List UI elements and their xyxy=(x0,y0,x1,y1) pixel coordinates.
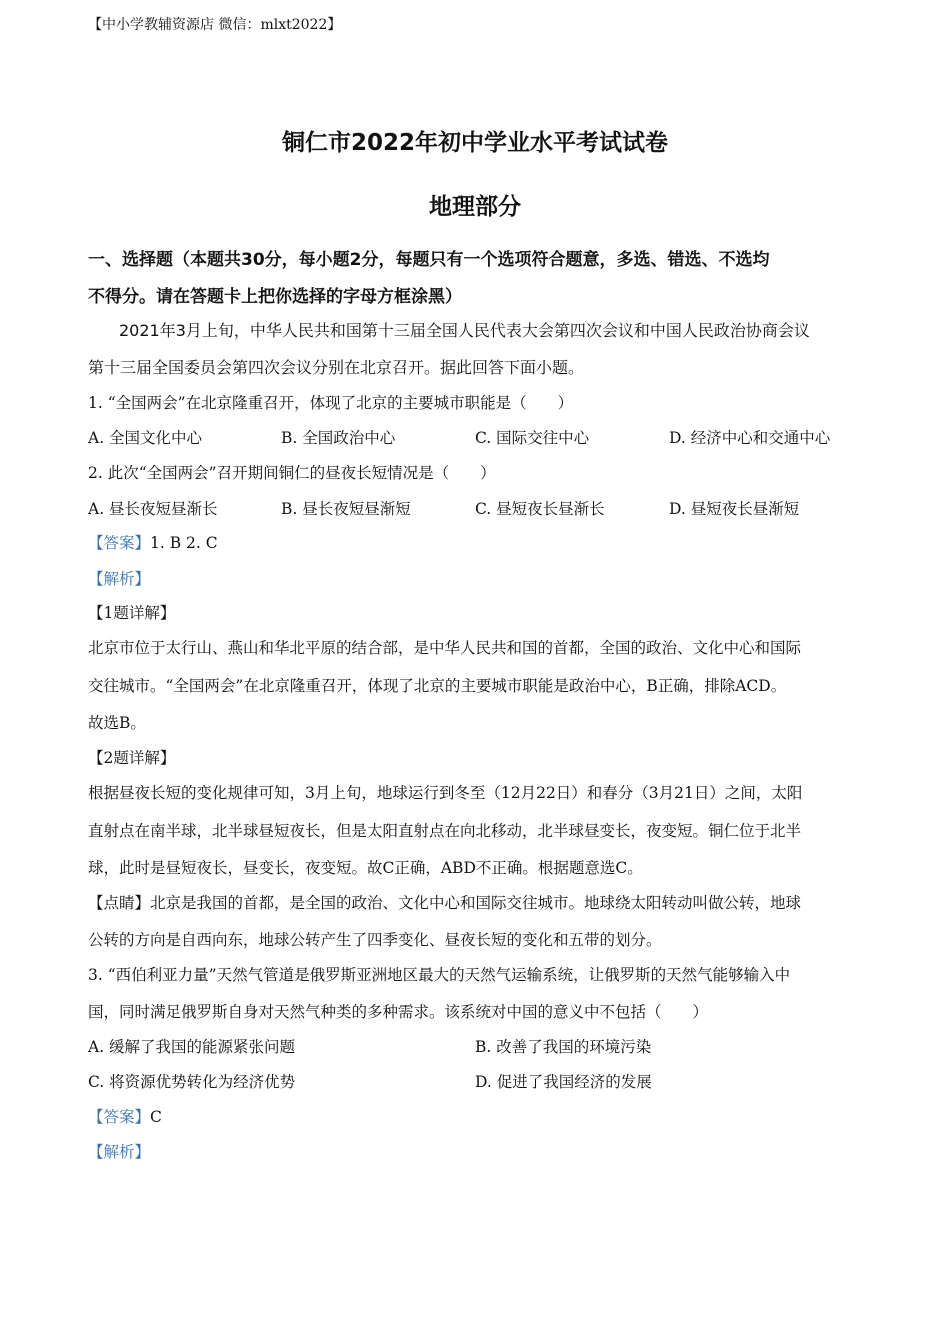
page-header: 【中小学教辅资源店 微信：mlxt2022】 xyxy=(88,17,342,33)
question-1-option-d: D. 经济中心和交通中心 xyxy=(669,429,831,447)
section-heading-line2: 不得分。请在答题卡上把你选择的字母方框涂黑） xyxy=(88,287,462,307)
question-3-option-a: A. 缓解了我国的能源紧张问题 xyxy=(88,1038,296,1056)
question-3-option-b: B. 改善了我国的环境污染 xyxy=(475,1038,652,1056)
detail-1-line2: 交往城市。“全国两会”在北京隆重召开，体现了北京的主要城市职能是政治中心，B正确，排除ACD。 xyxy=(88,677,787,695)
detail-2-line3: 球，此时是昼短夜长，昼变长，夜变短。故C正确，ABD不正确。根据题意选C。 xyxy=(88,859,643,877)
question-2-option-c: C. 昼短夜长昼渐长 xyxy=(475,500,605,518)
question-3-option-d: D. 促进了我国经济的发展 xyxy=(475,1073,652,1091)
question-3-option-c: C. 将资源优势转化为经济优势 xyxy=(88,1073,296,1091)
analysis-tag: 【解析】 xyxy=(88,570,151,588)
answer-block-1 xyxy=(88,531,218,553)
page-title: 铜仁市2022年初中学业水平考试试卷 xyxy=(281,130,668,156)
question-3-line1: 3. “西伯利亚力量”天然气管道是俄罗斯亚洲地区最大的天然气运输系统，让俄罗斯的天然气能够输入中 xyxy=(88,966,791,984)
answer-tag: 【答案】 xyxy=(88,534,151,552)
question-2-option-a: A. 昼长夜短昼渐长 xyxy=(88,500,218,518)
answer-block-2 xyxy=(88,1105,162,1127)
question-1-option-b: B. 全国政治中心 xyxy=(281,429,396,447)
tip-line2: 公转的方向是自西向东，地球公转产生了四季变化、昼夜长短的变化和五带的划分。 xyxy=(88,931,662,949)
tip-line1: 【点睛】北京是我国的首都，是全国的政治、文化中心和国际交往城市。地球绕太阳转动叫做公转，地球 xyxy=(88,894,802,912)
detail-1-tag: 【1题详解】 xyxy=(88,604,176,622)
answer-tag: 【答案】 xyxy=(88,1108,151,1126)
analysis-tag: 【解析】 xyxy=(88,1143,151,1161)
question-1-option-c: C. 国际交往中心 xyxy=(475,429,590,447)
question-1-stem: 1. “全国两会”在北京隆重召开，体现了北京的主要城市职能是（ ） xyxy=(88,394,574,412)
question-3-line2: 国，同时满足俄罗斯自身对天然气种类的多种需求。该系统对中国的意义中不包括（ ） xyxy=(88,1003,709,1021)
intro-line2: 第十三届全国委员会第四次会议分别在北京召开。据此回答下面小题。 xyxy=(88,358,585,377)
question-1-option-a: A. 全国文化中心 xyxy=(88,429,203,447)
answer-text: 1. B 2. C xyxy=(150,534,218,552)
detail-2-line1: 根据昼夜长短的变化规律可知，3月上旬，地球运行到冬至（12月22日）和春分（3月21日）之间，太阳 xyxy=(88,784,803,802)
question-2-stem: 2. 此次“全国两会”召开期间铜仁的昼夜长短情况是（ ） xyxy=(88,464,496,482)
question-2-option-b: B. 昼长夜短昼渐短 xyxy=(281,500,411,518)
detail-1-line3: 故选B。 xyxy=(88,714,146,732)
detail-2-tag: 【2题详解】 xyxy=(88,749,176,767)
section-heading-line1: 一、选择题（本题共30分，每小题2分，每题只有一个选项符合题意，多选、错选、不选均 xyxy=(88,250,770,270)
detail-2-line2: 直射点在南半球，北半球昼短夜长，但是太阳直射点在向北移动，北半球昼变长，夜变短。铜仁位于北半 xyxy=(88,822,802,840)
question-2-option-d: D. 昼短夜长昼渐短 xyxy=(669,500,800,518)
page-subtitle: 地理部分 xyxy=(429,194,521,220)
detail-1-line1: 北京市位于太行山、燕山和华北平原的结合部，是中华人民共和国的首都，全国的政治、文化中心和国际 xyxy=(88,639,802,657)
answer-text: C xyxy=(150,1108,162,1126)
intro-line1: 2021年3月上旬，中华人民共和国第十三届全国人民代表大会第四次会议和中国人民政治协商会议 xyxy=(119,321,810,340)
